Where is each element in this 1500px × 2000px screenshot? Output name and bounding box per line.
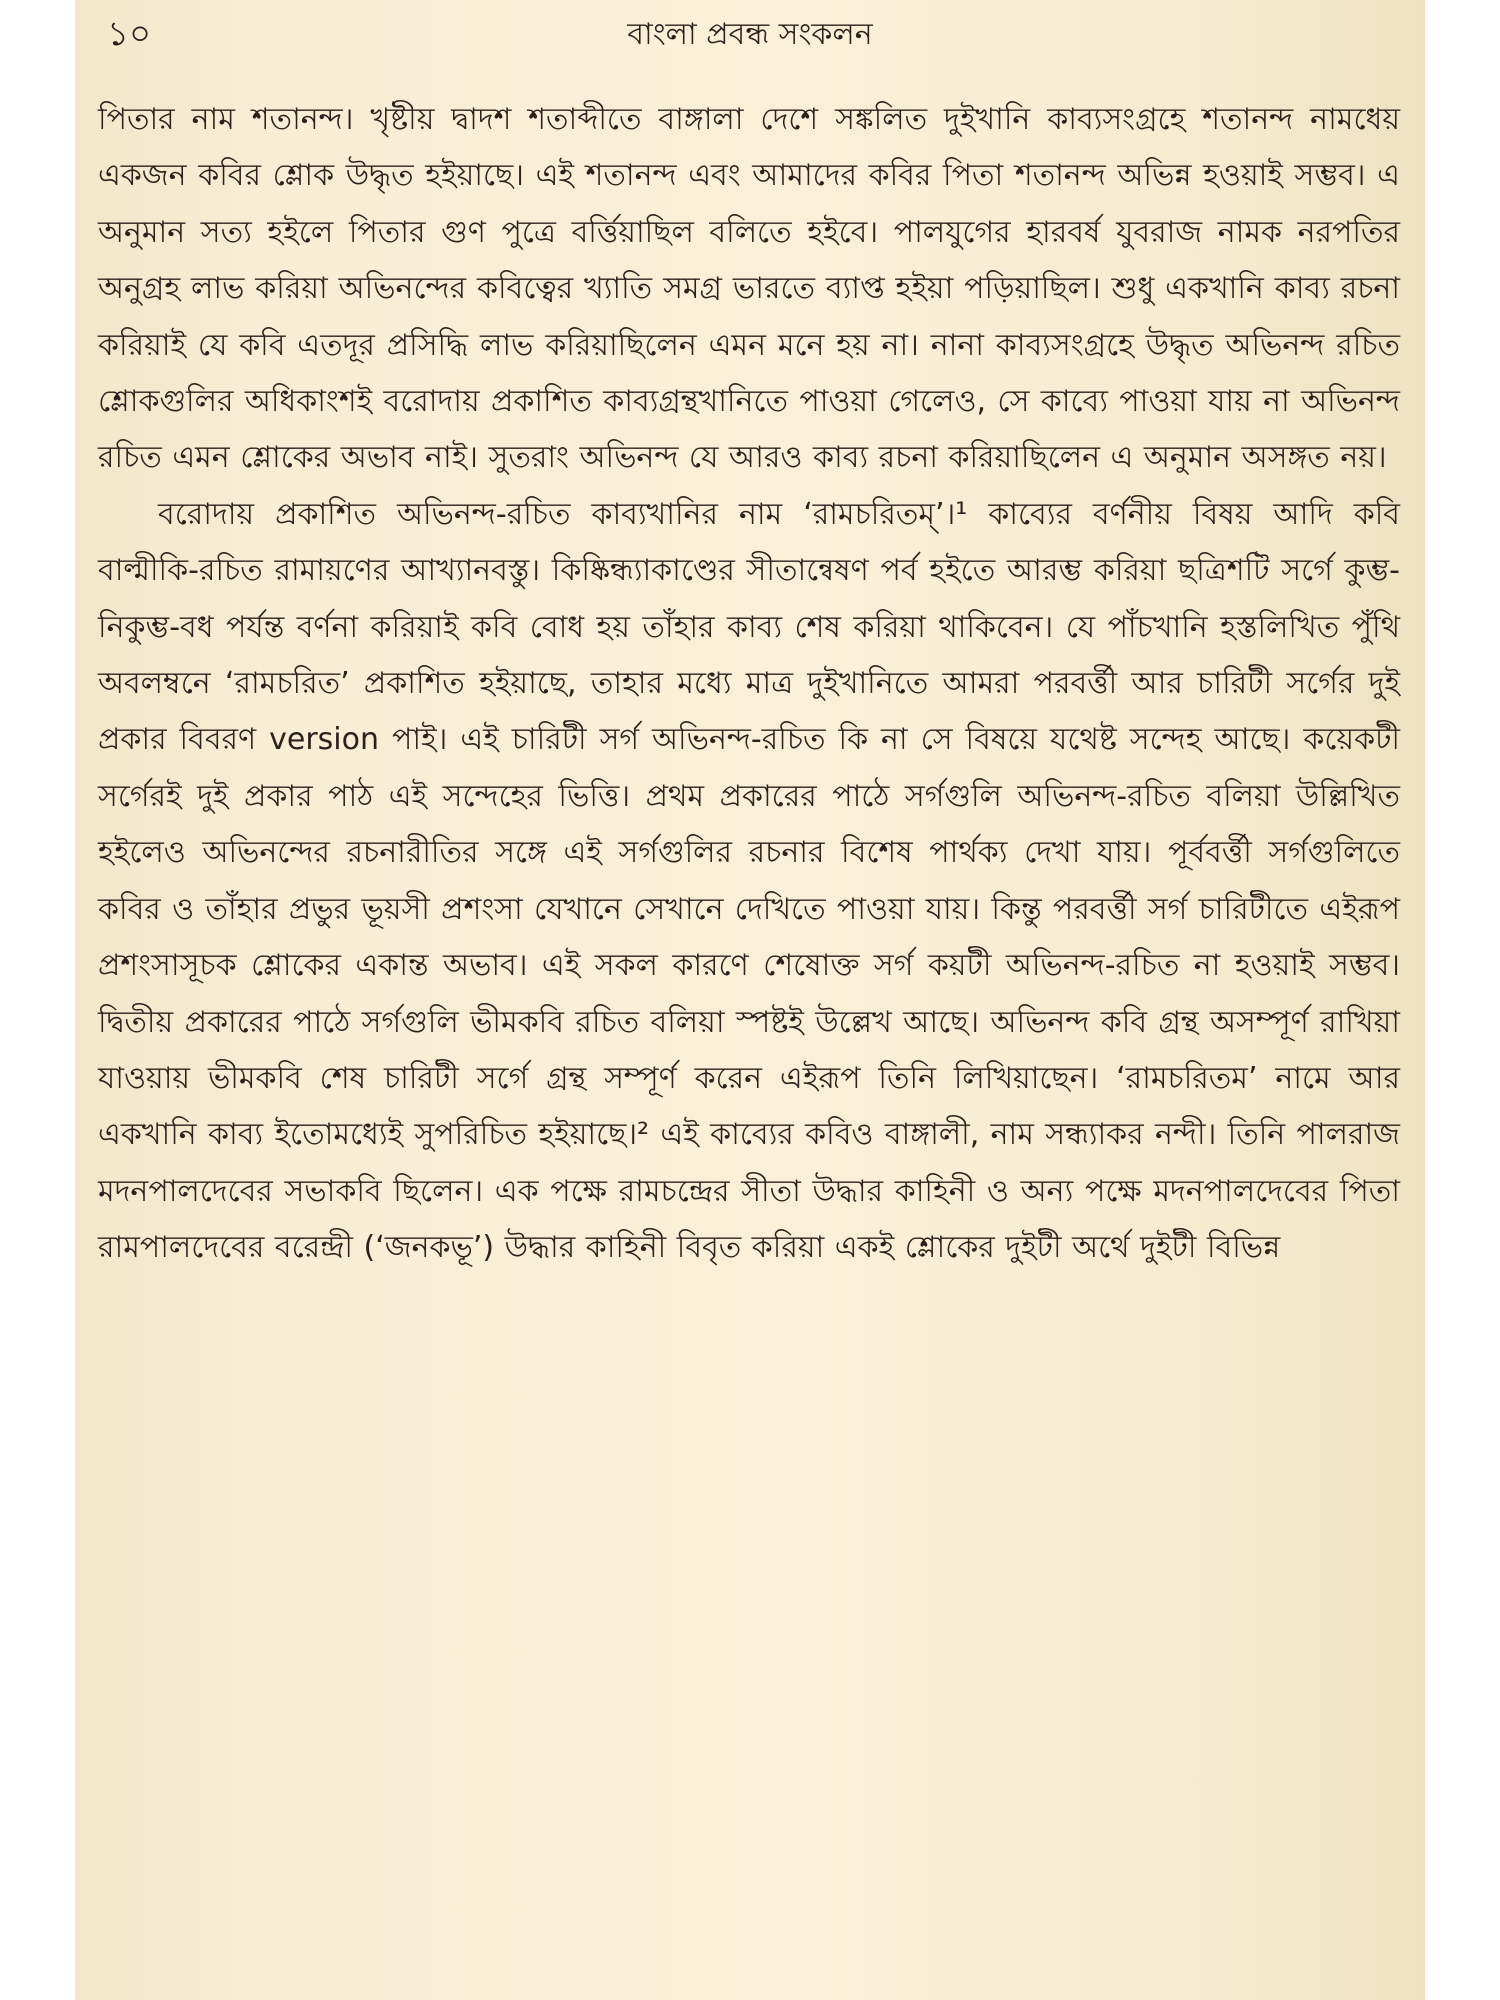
paragraph-1: পিতার নাম শতানন্দ। খৃষ্টীয় দ্বাদশ শতাব্দীতে বাঙ্গালা দেশে সঙ্কলিত দুইখানি কাব্যসংগ্রহে শতানন্দ নামধেয় একজন কবির শ্লোক উদ্ধৃত হইয়াছে। এই শতানন্দ এবং আমাদের কবির পিতা শতানন্দ অভিন্ন হওয়াই সম্ভব। এ অনুমান সত্য হইলে পিতার গুণ পুত্রে বর্ত্তিয়াছিল বলিতে হইবে। পালযুগের হারবর্ষ যুবরাজ নামক নরপতির অনুগ্রহ লাভ করিয়া অভিনন্দের কবিত্বের খ্যাতি সমগ্র ভারতে ব্যাপ্ত হইয়া পড়িয়াছিল। শুধু একখানি কাব্য রচনা করিয়াই যে কবি এতদূর প্রসিদ্ধি লাভ করিয়াছিলেন এমন মনে হয় না। নানা কাব্যসংগ্রহে উদ্ধৃত অভিনন্দ রচিত শ্লোকগুলির অধিকাংশই বরোদায় প্রকাশিত কাব্যগ্রন্থখানিতে পাওয়া গেলেও, সে কাব্যে পাওয়া যায় না অভিনন্দ রচিত এমন শ্লোকের অভাব নাই। সুতরাং অভিনন্দ যে আরও কাব্য রচনা করিয়াছিলেন এ অনুমান অসঙ্গত নয়। [98,102,1400,476]
body-text [98,92,1400,1277]
page-number: ১০ [107,14,152,54]
book-title: বাংলা প্রবন্ধ সংকলন [627,17,873,52]
book-page [75,0,1425,2000]
running-head [75,6,1425,62]
paragraph-2: বরোদায় প্রকাশিত অভিনন্দ-রচিত কাব্যখানির নাম ‘রামচরিতম্’।¹ কাব্যের বর্ণনীয় বিষয় আদি কবি বাল্মীকি-রচিত রামায়ণের আখ্যানবস্তু। কিষ্কিন্ধ্যাকাণ্ডের সীতান্বেষণ পর্ব হইতে আরম্ভ করিয়া ছত্রিশটি সর্গে কুম্ভ-নিকুম্ভ-বধ পর্যন্ত বর্ণনা করিয়াই কবি বোধ হয় তাঁহার কাব্য শেষ করিয়া থাকিবেন। যে পাঁচখানি হস্তলিখিত পুঁথি অবলম্বনে ‘রামচরিত’ প্রকাশিত হইয়াছে, তাহার মধ্যে মাত্র দুইখানিতে আমরা পরবর্ত্তী আর চারিটী সর্গের দুই প্রকার বিবরণ version পাই। এই চারিটী সর্গ অভিনন্দ-রচিত কি না সে বিষয়ে যথেষ্ট সন্দেহ আছে। কয়েকটী সর্গেরই দুই প্রকার পাঠ এই সন্দেহের ভিত্তি। প্রথম প্রকারের পাঠে সর্গগুলি অভিনন্দ-রচিত বলিয়া উল্লিখিত হইলেও অভিনন্দের রচনারীতির সঙ্গে এই সর্গগুলির রচনার বিশেষ পার্থক্য দেখা যায়। পূর্ববর্ত্তী সর্গগুলিতে কবির ও তাঁহার প্রভুর ভূয়সী প্রশংসা যেখানে সেখানে দেখিতে পাওয়া যায়। কিন্তু পরবর্ত্তী সর্গ চারিটীতে এইরূপ প্রশংসাসূচক শ্লোকের একান্ত অভাব। এই সকল কারণে শেষোক্ত সর্গ কয়টী অভিনন্দ-রচিত না হওয়াই সম্ভব। দ্বিতীয় প্রকারের পাঠে সর্গগুলি ভীমকবি রচিত বলিয়া স্পষ্টই উল্লেখ আছে। অভিনন্দ কবি গ্রন্থ অসম্পূর্ণ রাখিয়া যাওয়ায় ভীমকবি শেষ চারিটী সর্গে গ্রন্থ সম্পূর্ণ করেন এইরূপ তিনি লিখিয়াছেন। ‘রামচরিতম’ নামে আর একখানি কাব্য ইতোমধ্যেই সুপরিচিত হইয়াছে।² এই কাব্যের কবিও বাঙ্গালী, নাম সন্ধ্যাকর নন্দী। তিনি পালরাজ মদনপালদেবের সভাকবি ছিলেন। এক পক্ষে রামচন্দ্রের সীতা উদ্ধার কাহিনী ও অন্য পক্ষে মদনপালদেবের পিতা রামপালদেবের বরেন্দ্রী (‘জনকভূ’) উদ্ধার কাহিনী বিবৃত করিয়া একই শ্লোকের দুইটী অর্থে দুইটী বিভিন্ন [98,496,1400,1266]
